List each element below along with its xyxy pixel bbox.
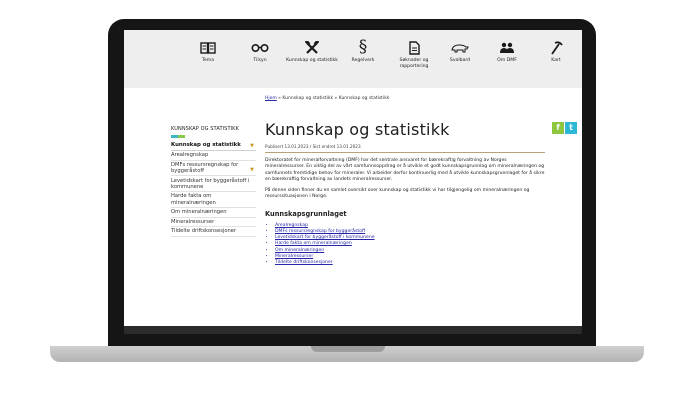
nav-label: Om DMF [497, 58, 517, 63]
sidebar-item-label: Tildelte driftskonsesjoner [171, 228, 237, 235]
sidebar-item-levetidskart[interactable] [171, 176, 256, 192]
intro-paragraph: Direktoratet for mineralforvaltning (DMF) har det sentrale ansvaret for bærekraftig forvaltning av Norges mineralressurser. En viktig del av vårt samfunnsoppdrag er å utvikle et godt kunnskapsgrunnlag om mineralnæringen og samfunnets fremtidige behov for mineraler. Vi arbeider derfor kontinuerlig med å utvikle kunnskapsgrunnlaget for å sikre en bærekraftig forvaltning av landets mineralressurser. [265, 158, 545, 182]
overview-paragraph: På denne siden finner du en samlet oversikt over kunnskap og statistikk vi har tilgjengelig om mineralnæringen og ressurssituasjonen i Norge. [265, 188, 530, 200]
sidebar-item-label: Mineralressurser [171, 218, 215, 225]
glasses-icon [232, 36, 288, 58]
hammer-pick-icon [284, 36, 340, 58]
sidebar-item-current[interactable] [171, 142, 256, 151]
breadcrumb [265, 96, 389, 101]
knowledge-link-list [265, 223, 545, 266]
nav-label: Tilsyn [253, 58, 267, 63]
page-title: Kunnskap og statistikk [265, 120, 450, 139]
nav-item-tilsyn[interactable] [232, 36, 288, 64]
sidebar-accent-bar [171, 135, 185, 138]
sidebar-item-label: DMFs ressursregnskap for byggeråstoff [171, 161, 239, 174]
sidebar-item-label: Arealregnskap [171, 152, 209, 159]
nav-label: Kart [551, 58, 561, 63]
social-share [552, 122, 578, 141]
sidebar-item-label: Harde fakta om mineralnæringen [171, 193, 216, 206]
nav-label: Søknader og rapportering [399, 58, 429, 69]
facebook-icon[interactable]: f [552, 122, 564, 134]
breadcrumb-trail: » Kunnskap og statistikk » Kunnskap og statistikk [276, 96, 390, 101]
section-heading: Kunnskapsgrunnlaget [265, 209, 347, 218]
section-sign-icon: § [358, 37, 368, 57]
main-content [265, 120, 545, 266]
laptop-notch [311, 346, 385, 352]
sidebar-heading: KUNNSKAP OG STATISTIKK [171, 126, 239, 132]
list-item-link[interactable]: • Arealregnskap [275, 223, 545, 229]
nav-label: Tema [201, 58, 215, 63]
sidebar-item-mineralressurser[interactable] [171, 218, 256, 228]
sidebar-item-om-mineralnaeringen[interactable] [171, 208, 256, 218]
list-item-link[interactable]: • Tildelte driftskonsesjoner [275, 260, 545, 266]
list-item-link[interactable]: • DMFs ressursregnskap for byggeråstoff [275, 229, 545, 235]
sidebar [171, 126, 256, 237]
sidebar-item-harde-fakta[interactable] [171, 192, 256, 208]
nav-label: Kunnskap og statistikk [286, 58, 338, 63]
sidebar-item-dmfs-ressursregnskap[interactable] [171, 161, 256, 177]
nav-label: Regelverk [351, 58, 375, 63]
top-navigation [124, 30, 582, 88]
pickaxe-icon [528, 36, 582, 58]
list-item-link[interactable]: • Om mineralnæringen [275, 248, 545, 254]
nav-item-kunnskap-og-statistikk[interactable] [284, 36, 340, 64]
people-icon [479, 36, 535, 58]
sidebar-item-label: Levetidskart for byggeråstoff i kommunene [171, 177, 250, 190]
list-item-link[interactable]: • Harde fakta om mineralnæringen [275, 241, 545, 247]
screen-bottom-edge [124, 326, 582, 334]
twitter-icon[interactable]: t [565, 122, 577, 134]
sidebar-item-label: Kunnskap og statistikk [171, 142, 241, 148]
nav-label: Svalbard [449, 58, 471, 63]
nav-item-tema[interactable] [180, 36, 236, 64]
list-item-link[interactable]: • Mineralressurser [275, 254, 545, 260]
laptop-screen [124, 30, 582, 334]
sidebar-item-arealregnskap[interactable] [171, 151, 256, 161]
list-item-link[interactable]: • Levetidskart for byggeråstoff i kommunene [275, 235, 545, 241]
nav-item-kart[interactable] [528, 36, 582, 64]
chevron-down-icon[interactable]: ▼ [250, 143, 254, 149]
chevron-down-icon[interactable]: ▼ [250, 166, 254, 173]
book-icon [180, 36, 236, 58]
published-date: Publisert 13.01.2023 / Sist endret 13.01.2023 [265, 144, 545, 153]
sidebar-item-tildelte-driftskonsesjoner[interactable] [171, 227, 256, 237]
nav-item-regelverk[interactable] [335, 36, 391, 64]
breadcrumb-home-link[interactable]: Hjem [265, 96, 277, 101]
sidebar-item-label: Om mineralnæringen [171, 209, 227, 216]
nav-item-om-dmf[interactable] [479, 36, 535, 64]
